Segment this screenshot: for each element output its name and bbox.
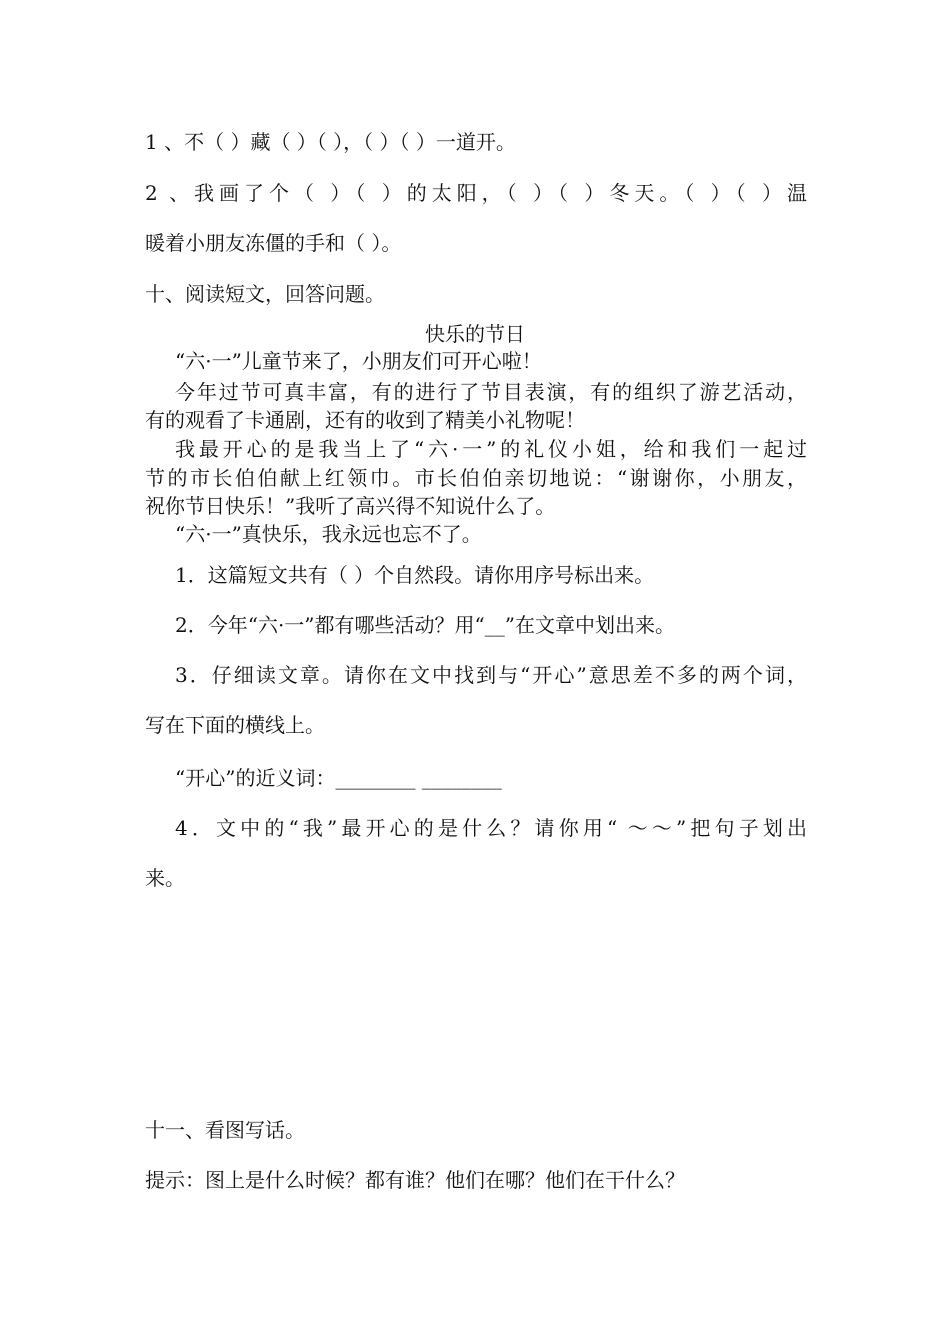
question-2: 2．今年“六·一”都有哪些活动？用“__”在文章中划出来。 — [175, 613, 675, 637]
question-4-line-1: 4．文中的“我”最开心的是什么？请你用“ ～～”把句子划出 — [175, 816, 807, 840]
question-3-answer-blanks: “开心”的近义词：________ ________ — [175, 766, 502, 790]
passage-line-4: 我最开心的是我当上了“六·一”的礼仪小姐，给和我们一起过 — [175, 437, 807, 461]
question-1: 1．这篇短文共有（ ）个自然段。请你用序号标出来。 — [175, 563, 655, 587]
passage-line-6: 祝你节日快乐！”我听了高兴得不知说什么了。 — [145, 494, 556, 518]
section-10-heading: 十、阅读短文，回答问题。 — [145, 282, 385, 306]
question-3-line-2: 写在下面的横线上。 — [145, 713, 325, 737]
question-3-line-1: 3．仔细读文章。请你在文中找到与“开心”意思差不多的两个词， — [175, 663, 807, 687]
passage-line-7: “六·一”真快乐，我永远也忘不了。 — [175, 522, 482, 546]
question-4-line-2: 来。 — [145, 866, 185, 890]
fill-blank-item-1: 1 、不（ ）藏（ ）（ ），（ ）（ ）一道开。 — [145, 130, 516, 154]
fill-blank-item-2-line-1: 2 、我画了个（ ）（ ）的太阳，（ ）（ ）冬天。（ ）（ ）温 — [145, 181, 807, 205]
passage-line-3: 有的观看了卡通剧，还有的收到了精美小礼物呢！ — [145, 408, 585, 432]
section-11-heading: 十一、看图写话。 — [145, 1118, 305, 1142]
passage-line-1: “六·一”儿童节来了，小朋友们可开心啦！ — [175, 349, 542, 373]
section-11-hint: 提示：图上是什么时候？都有谁？他们在哪？他们在干什么？ — [145, 1168, 685, 1192]
fill-blank-item-2-line-2: 暖着小朋友冻僵的手和（ ）。 — [145, 231, 402, 255]
passage-line-2: 今年过节可真丰富，有的进行了节目表演，有的组织了游艺活动， — [175, 380, 807, 404]
passage-line-5: 节的市长伯伯献上红领巾。市长伯伯亲切地说：“谢谢你，小朋友， — [145, 466, 807, 490]
passage-title: 快乐的节日 — [425, 322, 525, 346]
